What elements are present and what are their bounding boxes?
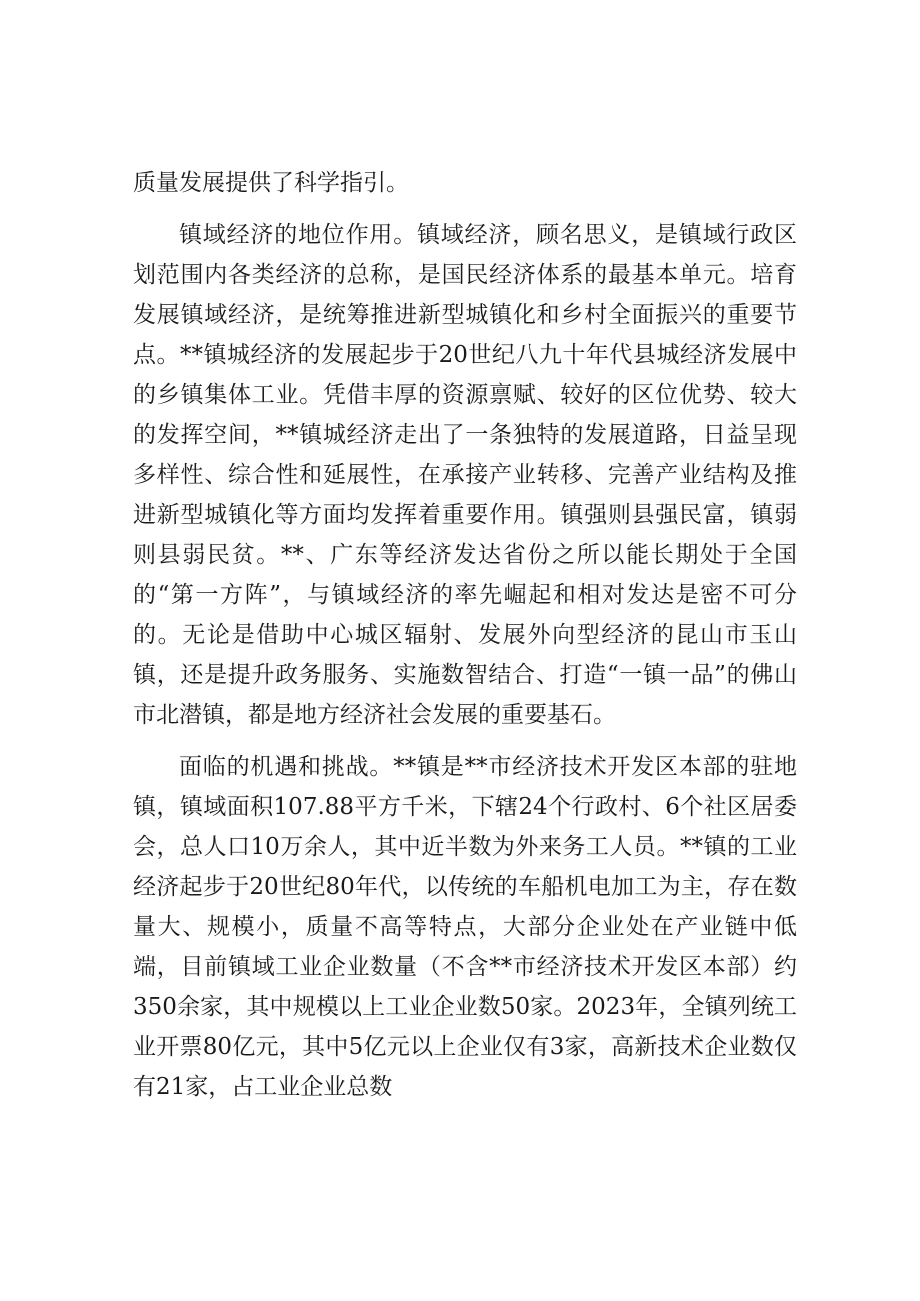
paragraph-gap: [133, 203, 797, 215]
paragraph-opportunities-challenges: 面临的机遇和挑战。**镇是**市经济技术开发区本部的驻地镇，镇域面积107.88平方千米，下辖24个行政村、6个社区居委会，总人口10万余人，其中近半数为外来务工人员。**镇的工业经济起步于20世纪80年代，以传统的车船机电加工为主，存在数量大、规模小，质量不高等特点，大部分企业处在产业链中低端，目前镇域工业企业数量（不含**市经济技术开发区本部）约350余家，其中规模以上工业企业数50家。2023年，全镇列统工业开票80亿元，其中5亿元以上企业仅有3家，高新技术企业数仅有21家，占工业企业总数: [133, 754, 797, 1100]
paragraph-economic-role: 镇域经济的地位作用。镇域经济，顾名思义，是镇域行政区划范围内各类经济的总称，是国民经济体系的最基本单元。培育发展镇域经济，是统筹推进新型城镇化和乡村全面振兴的重要节点。**镇城经济的发展起步于20世纪八九十年代县城经济发展中的乡镇集体工业。凭借丰厚的资源禀赋、较好的区位优势、较大的发挥空间，**镇城经济走出了一条独特的发展道路，日益呈现多样性、综合性和延展性，在承接产业转移、完善产业结构及推进新型城镇化等方面均发挥着重要作用。镇强则县强民富，镇弱则县弱民贫。**、广东等经济发达省份之所以能长期处于全国的“第一方阵”，与镇域经济的率先崛起和相对发达是密不可分的。无论是借助中心城区辐射、发展外向型经济的昆山市玉山镇，还是提升政务服务、实施数智结合、打造“一镇一品”的佛山市北潜镇，都是地方经济社会发展的重要基石。: [133, 222, 797, 728]
document-body: [133, 163, 797, 1107]
paragraph-gap: [133, 735, 797, 747]
paragraph-continuation: 质量发展提供了科学指引。: [133, 170, 409, 196]
